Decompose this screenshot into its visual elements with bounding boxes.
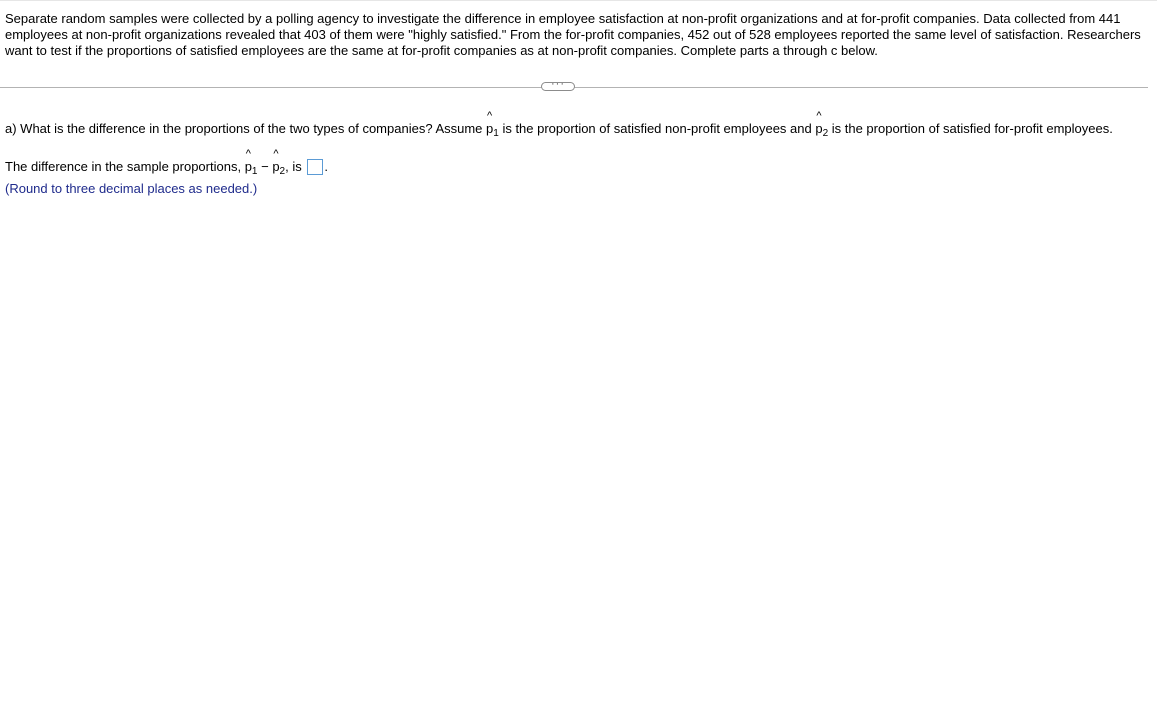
top-border xyxy=(0,0,1157,1)
subscript-1: 1 xyxy=(493,128,499,139)
ellipsis-icon: ··· xyxy=(551,78,565,90)
question-suffix: is the proportion of satisfied for-profit employees. xyxy=(828,121,1113,136)
hat-accent-icon: ^ xyxy=(816,110,822,122)
p-letter: p xyxy=(244,159,252,174)
hat-accent-icon: ^ xyxy=(245,148,251,160)
answer-line xyxy=(5,148,328,177)
p-hat-2-symbol xyxy=(815,110,829,139)
p-hat-2-symbol xyxy=(272,148,286,177)
p-hat-1-symbol xyxy=(244,148,258,177)
section-divider xyxy=(0,80,1148,94)
comma: , xyxy=(285,159,289,174)
hat-accent-icon: ^ xyxy=(487,110,493,122)
subscript-2: 2 xyxy=(279,166,286,177)
minus-sign: − xyxy=(257,159,273,174)
question-prefix: a) What is the difference in the proportions of the two types of companies? Assume xyxy=(5,121,487,136)
answer-input-box[interactable] xyxy=(307,159,323,175)
p-letter: p xyxy=(272,159,280,174)
subscript-2: 2 xyxy=(822,128,829,139)
p-hat-1-symbol xyxy=(486,110,499,139)
answer-prefix: The difference in the sample proportions, xyxy=(5,159,245,174)
answer-mid: is xyxy=(288,159,306,174)
p-letter: p xyxy=(815,121,823,136)
subscript-1: 1 xyxy=(251,166,258,177)
question-middle: is the proportion of satisfied non-profit employees and xyxy=(498,121,816,136)
answer-end: . xyxy=(324,159,328,174)
rounding-hint: (Round to three decimal places as needed.) xyxy=(5,181,258,196)
expand-more-button[interactable] xyxy=(541,78,575,91)
part-a-question xyxy=(5,110,1113,139)
problem-statement: Separate random samples were collected by a polling agency to investigate the difference in employee satisfaction at non-profit organizations and at for-profit companies. Data collected from 441 employees at non-profit organizations revealed that 403 of them were "highly satisfied." From the for-profit companies, 452 out of 528 employees reported the same level of satisfaction. Researchers want to test if the proportions of satisfied employees are the same at for-profit companies as at non-profit companies. Complete parts a through c below. xyxy=(5,11,1141,58)
hat-accent-icon: ^ xyxy=(273,148,279,160)
p-letter: p xyxy=(486,121,494,136)
